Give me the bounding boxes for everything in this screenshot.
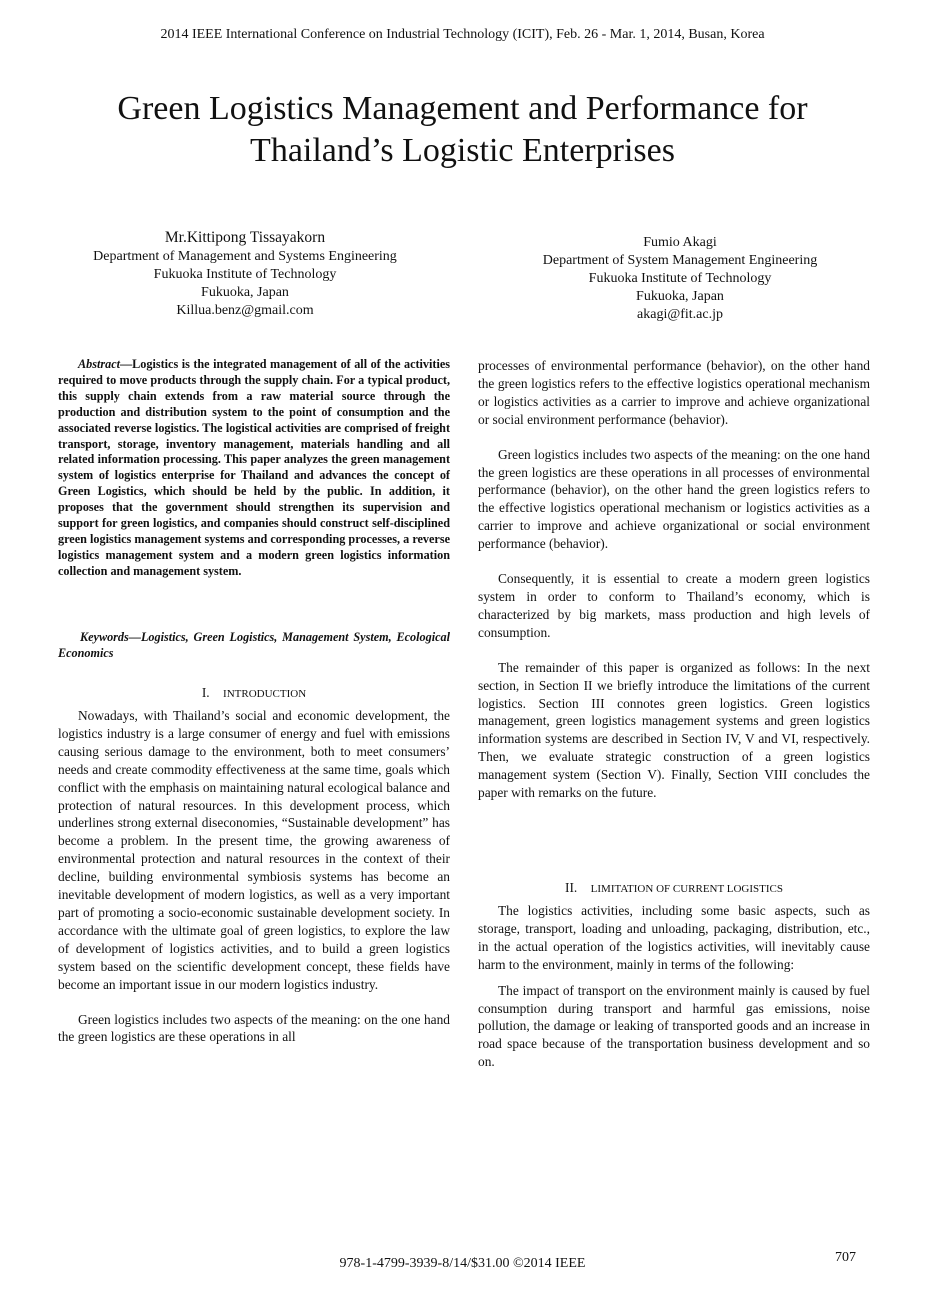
section-heading-limitation bbox=[478, 880, 870, 896]
title-line-2: Thailand’s Logistic Enterprises bbox=[250, 132, 675, 169]
author-department: Department of System Management Engineering bbox=[542, 253, 818, 268]
conference-header: 2014 IEEE International Conference on Industrial Technology (ICIT), Feb. 26 - Mar. 1, 2014, Busan, Korea bbox=[160, 27, 765, 42]
author-location: Fukuoka, Japan bbox=[636, 289, 724, 304]
abstract bbox=[58, 357, 450, 580]
section-number: II. bbox=[564, 880, 578, 895]
author-name: Fumio Akagi bbox=[643, 235, 717, 250]
section-heading-introduction bbox=[58, 685, 450, 701]
limitation-body bbox=[478, 902, 870, 1071]
section-title: LIMITATION OF CURRENT LOGISTICS bbox=[590, 883, 783, 895]
section-title: INTRODUCTION bbox=[223, 688, 307, 700]
author-institution: Fukuoka Institute of Technology bbox=[588, 271, 772, 286]
copyright-footer: 978-1-4799-3939-8/14/$31.00 ©2014 IEEE bbox=[339, 1256, 586, 1271]
paragraph: Green logistics includes two aspects of the meaning: on the one hand the green logistics are these operations in all processes of environmental performance (behavior), on the other hand the green logistics refers to the effective logistics operational mechanism or logistics activities as a carrier to improve and achieve organizational or social environment performance (behavior). bbox=[478, 446, 870, 552]
author-block-1 bbox=[60, 228, 430, 320]
right-column-body bbox=[478, 357, 870, 802]
abstract-label: Abstract bbox=[78, 357, 120, 371]
page-number: 707 bbox=[835, 1250, 856, 1265]
paragraph: The impact of transport on the environment mainly is caused by fuel consumption during transport and harmful gas emissions, noise pollution, the damage or leaking of transported goods and an increase in road space because of the transportation business development and so on. bbox=[478, 982, 870, 1070]
paragraph: Nowadays, with Thailand’s social and economic development, the logistics industry is a large consumer of energy and fuel with emissions causing serious damage to the environment, both to meet consumers’ needs and create commodity effectiveness at the same time, goals which conflict with the emphasis on maintaining natural ecological balance and protection of natural resources. In this development process, which underlines strong external diseconomies, “Sustainable development” has become a problem. In the present time, the growing awareness of environmental protection and natural resources in the context of their decline, building environmental symbiosis systems has become an inevitable development of modern logistics, as well as a very important part of promoting a socio-economic sustainable development society. In accordance with the ultimate goal of green logistics, to explore the law of development of logistics activities, and to build a green logistics system based on the scientific development concept, these fields have become an important issue in our modern logistics industry. bbox=[58, 708, 450, 992]
author-email: akagi@fit.ac.jp bbox=[637, 307, 723, 322]
paragraph: processes of environmental performance (behavior), on the other hand the green logistics refers to the effective logistics operational mechanism or logistics activities as a carrier to improve and achieve organizational or social environment performance (behavior). bbox=[478, 358, 870, 427]
paragraph: Green logistics includes two aspects of the meaning: on the one hand the green logistics are these operations in all bbox=[58, 1011, 450, 1045]
keywords: Keywords—Logistics, Green Logistics, Management System, Ecological Economics bbox=[58, 630, 450, 660]
author-institution: Fukuoka Institute of Technology bbox=[153, 267, 337, 282]
paper-title bbox=[40, 88, 885, 172]
introduction-body bbox=[58, 707, 450, 1046]
paragraph: The logistics activities, including some basic aspects, such as storage, transport, loading and unloading, packaging, distribution, etc., in the actual operation of the logistics activities, will inevitably cause harm to the environment, mainly in terms of the following: bbox=[478, 903, 870, 972]
abstract-text: —Logistics is the integrated management of all of the activities required to move products through the supply chain. For a typical product, this supply chain extends from a raw material source through the production and distribution system to the point of consumption and the associated reverse logistics. The logistical activities are comprised of freight transport, storage, inventory management, materials handling and all related information processing. This paper analyzes the green management system of logistics enterprise for Thailand and advances the concept of Green Logistics, which should be held by the public. In addition, it proposes that the government should strengthen its supervision and support for green logistics, and companies should construct self-disciplined green logistics management systems and corresponding processes, a reverse logistics management system and a modern green logistics information collection and management system. bbox=[58, 357, 450, 578]
title-line-1: Green Logistics Management and Performance for bbox=[117, 90, 808, 127]
author-name: Mr.Kittipong Tissayakorn bbox=[164, 229, 326, 246]
author-block-2 bbox=[495, 234, 865, 324]
author-department: Department of Management and Systems Engineering bbox=[93, 249, 397, 264]
paragraph: The remainder of this paper is organized as follows: In the next section, in Section II we briefly introduce the limitations of the current logistics. Section III connotes green logistics. Green logistics management, green logistics management systems and green logistics information systems are described in Section IV, V and VI, respectively. Then, we evaluate strategic construction of a green logistics management system (Section V). Finally, Section VIII concludes the paper with remarks on the future. bbox=[478, 659, 870, 801]
author-location: Fukuoka, Japan bbox=[201, 285, 289, 300]
section-number: I. bbox=[201, 685, 210, 700]
author-email: Killua.benz@gmail.com bbox=[176, 303, 314, 318]
paragraph: Consequently, it is essential to create a modern green logistics system in order to conform to Thailand’s economy, which is characterized by big markets, mass production and high levels of consumption. bbox=[478, 571, 870, 640]
